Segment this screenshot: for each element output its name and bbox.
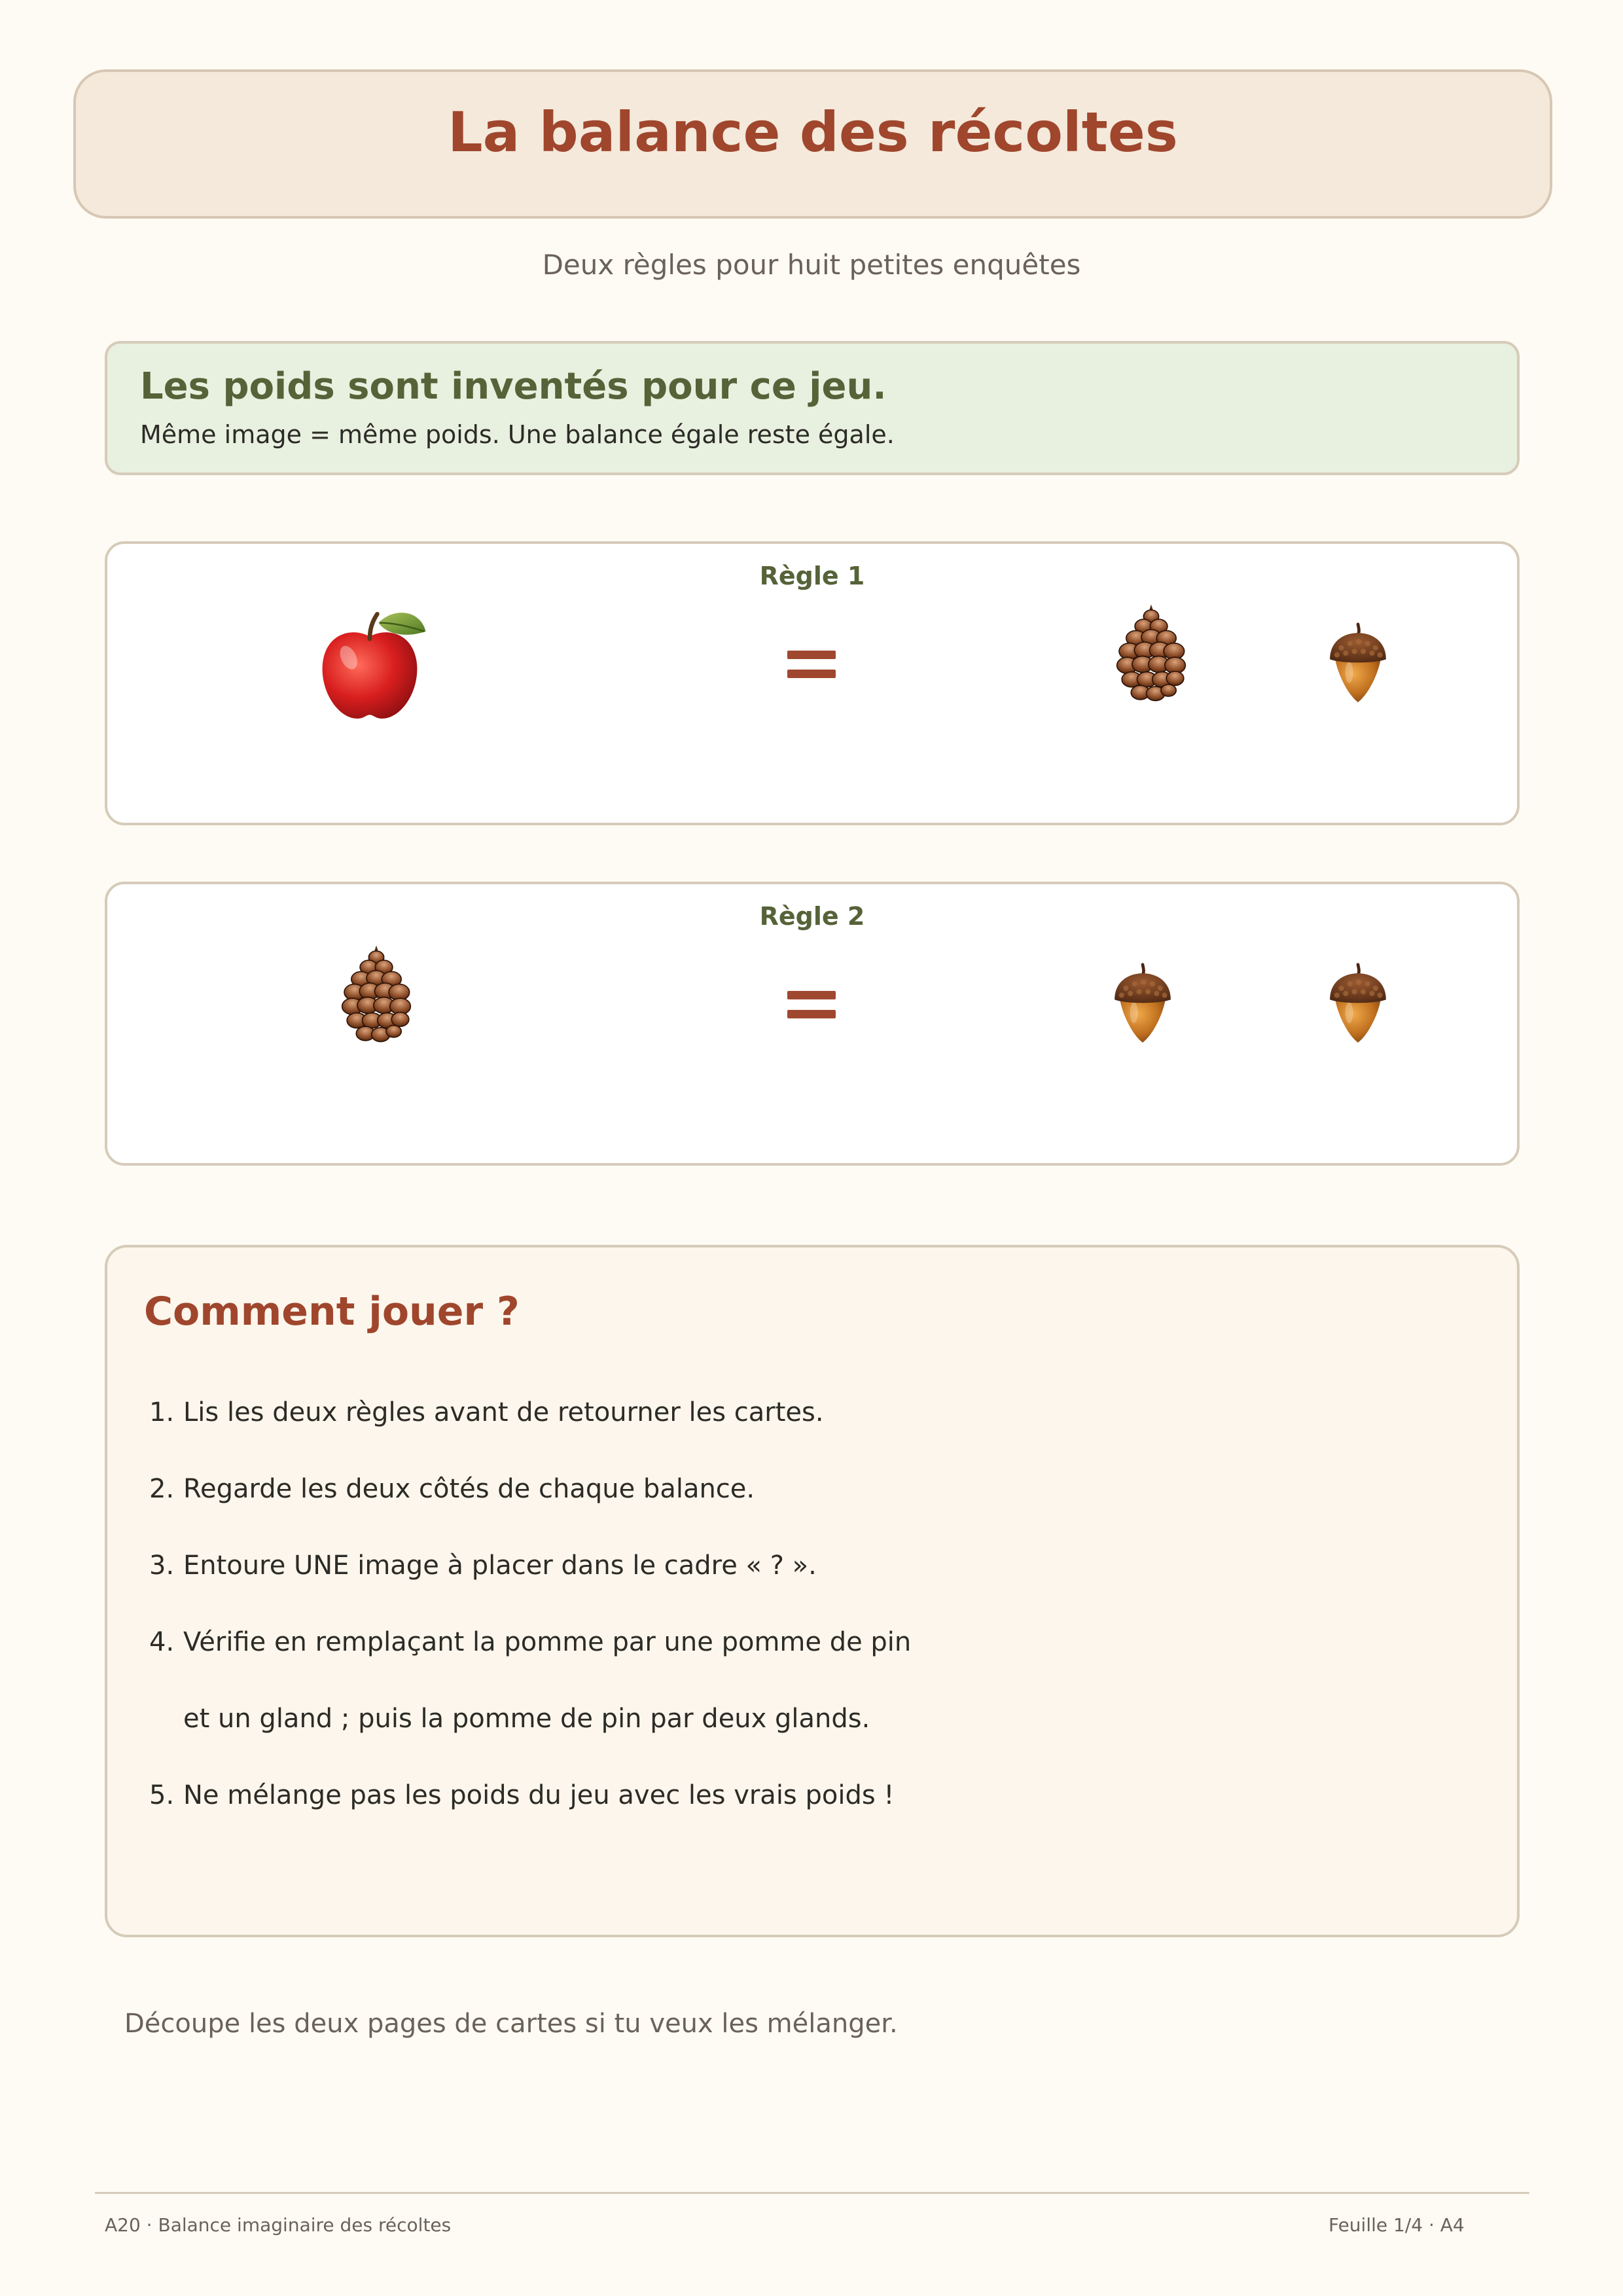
info-note-title: Les poids sont inventés pour ce jeu. (140, 365, 887, 408)
step-text: Regarde les deux côtés de chaque balance. (183, 1474, 755, 1504)
acorn-icon (1314, 954, 1402, 1054)
equals-sign (787, 991, 840, 1022)
step-number: 4. (149, 1627, 175, 1657)
step-item (149, 1777, 894, 1814)
pinecone-icon (322, 941, 431, 1050)
step-item-continuation (149, 1700, 870, 1737)
step-item (149, 1471, 755, 1507)
page-subtitle: Deux règles pour huit petites enquêtes (542, 249, 1081, 281)
step-text: Lis les deux règles avant de retourner les cartes. (183, 1397, 824, 1427)
rule-card-1-title: Règle 1 (759, 562, 865, 590)
step-text: Entoure UNE image à placer dans le cadre « ? ». (183, 1551, 817, 1581)
equals-sign (787, 651, 840, 682)
acorn-icon (1314, 614, 1402, 713)
step-number: 3. (149, 1551, 175, 1581)
footer-left-text: A20 · Balance imaginaire des récoltes (105, 2214, 452, 2236)
cut-out-note: Découpe les deux pages de cartes si tu veux les mélanger. (124, 2009, 898, 2039)
step-text: Vérifie en remplaçant la pomme par une pomme de pin (183, 1627, 912, 1657)
info-note-text: Même image = même poids. Une balance égale reste égale. (140, 420, 895, 449)
footer-page-number: Feuille 1/4 · A4 (1329, 2214, 1465, 2236)
step-text: et un gland ; puis la pomme de pin par deux glands. (183, 1704, 870, 1734)
step-number: 2. (149, 1474, 175, 1504)
how-to-play-panel (105, 1245, 1520, 1937)
how-to-play-title: Comment jouer ? (144, 1289, 520, 1335)
step-item (149, 1624, 911, 1660)
step-number: 1. (149, 1397, 175, 1427)
page-title: La balance des récoltes (448, 100, 1178, 164)
acorn-icon (1099, 954, 1186, 1054)
step-number: 5. (149, 1780, 175, 1810)
step-item (149, 1394, 824, 1431)
rule-card-2-title: Règle 2 (759, 902, 865, 931)
step-text: Ne mélange pas les poids du jeu avec les vrais poids ! (183, 1780, 895, 1810)
step-item (149, 1547, 817, 1584)
apple-icon (308, 604, 432, 728)
footer-divider (95, 2192, 1529, 2194)
pinecone-icon (1097, 600, 1205, 709)
